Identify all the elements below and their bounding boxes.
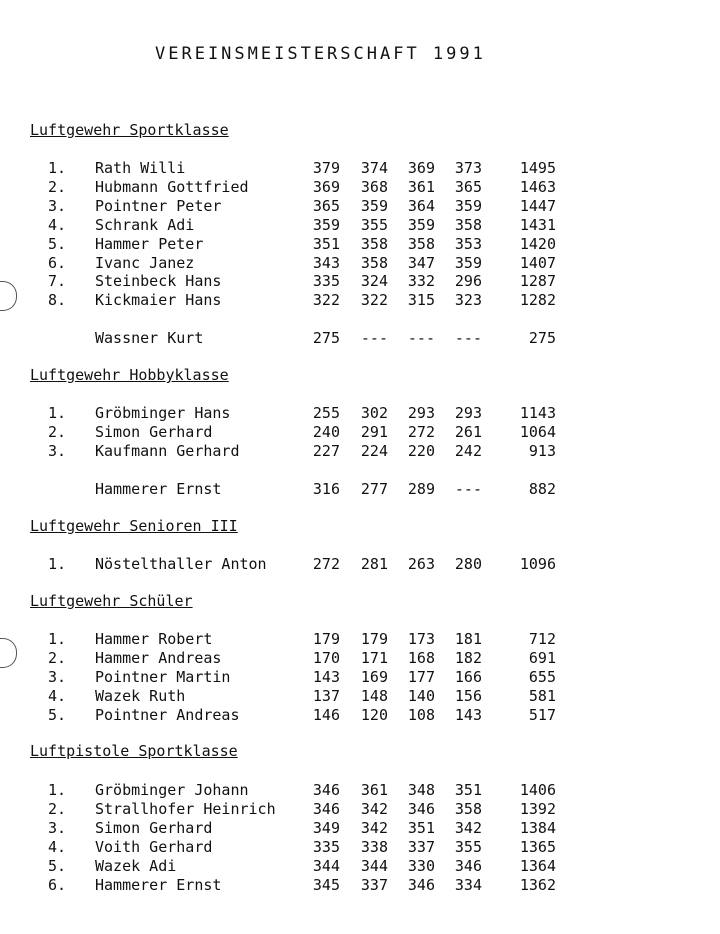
- score-1: 346: [312, 781, 340, 799]
- score-3: 347: [407, 253, 435, 272]
- row-rank: 1.: [48, 555, 67, 573]
- score-1: 143: [312, 667, 340, 686]
- table-row: [0, 442, 720, 461]
- score-1: 275: [312, 329, 340, 347]
- table-row: [0, 423, 720, 442]
- score-2: 302: [360, 404, 388, 422]
- row-rank: 5.: [48, 856, 67, 875]
- score-2: 374: [360, 159, 388, 177]
- score-4: 261: [454, 422, 482, 441]
- score-4: 334: [454, 875, 482, 894]
- row-rank: 7.: [48, 272, 67, 291]
- score-2: 344: [360, 856, 388, 875]
- section-heading: Luftpistole Sportklasse: [30, 742, 238, 760]
- row-name: Hubmann Gottfried: [95, 177, 249, 196]
- score-4: 323: [454, 291, 482, 310]
- score-1: 335: [312, 272, 340, 291]
- score-2: 322: [360, 291, 388, 310]
- row-rank: 2.: [48, 177, 67, 196]
- score-1: 137: [312, 686, 340, 705]
- score-4: 296: [454, 272, 482, 291]
- score-3: 359: [407, 215, 435, 234]
- table-row: [0, 216, 720, 235]
- row-rank: 5.: [48, 705, 67, 724]
- row-name: Kaufmann Gerhard: [95, 441, 240, 460]
- row-name: Pointner Andreas: [95, 705, 240, 724]
- score-2: 368: [360, 177, 388, 196]
- score-4: 242: [454, 441, 482, 460]
- row-total: 1495: [519, 159, 556, 177]
- row-total: 691: [528, 648, 556, 667]
- row-total: 1392: [519, 799, 556, 818]
- score-4: 359: [454, 253, 482, 272]
- score-2: 355: [360, 215, 388, 234]
- row-name: Simon Gerhard: [95, 818, 213, 837]
- row-total: 1365: [519, 837, 556, 856]
- table-row: [0, 329, 720, 348]
- table-row: [0, 272, 720, 291]
- score-1: 179: [312, 630, 340, 648]
- score-4: 156: [454, 686, 482, 705]
- row-name: Simon Gerhard: [95, 422, 213, 441]
- table-row: [0, 838, 720, 857]
- row-total: 1447: [519, 196, 556, 215]
- section-heading: Luftgewehr Schüler: [30, 592, 193, 610]
- score-2: 171: [360, 648, 388, 667]
- row-total: 1282: [519, 291, 556, 310]
- row-total: 1364: [519, 856, 556, 875]
- score-4: 181: [454, 630, 482, 648]
- score-2: 359: [360, 196, 388, 215]
- table-row: [0, 800, 720, 819]
- row-name: Rath Willi: [95, 159, 186, 177]
- row-rank: 4.: [48, 686, 67, 705]
- row-name: Hammerer Ernst: [95, 480, 222, 498]
- score-3: 358: [407, 234, 435, 253]
- score-3: 140: [407, 686, 435, 705]
- table-row: [0, 404, 720, 423]
- score-4: 166: [454, 667, 482, 686]
- score-1: 146: [312, 705, 340, 724]
- table-row: [0, 781, 720, 800]
- score-4: ---: [454, 480, 482, 498]
- table-row: [0, 480, 720, 499]
- score-4: 280: [454, 555, 482, 573]
- score-4: 182: [454, 648, 482, 667]
- row-total: 1463: [519, 177, 556, 196]
- row-name: Strallhofer Heinrich: [95, 799, 276, 818]
- score-2: 342: [360, 799, 388, 818]
- score-3: 315: [407, 291, 435, 310]
- row-total: 882: [528, 480, 556, 498]
- score-2: 120: [360, 705, 388, 724]
- row-name: Hammer Andreas: [95, 648, 222, 667]
- row-name: Pointner Peter: [95, 196, 222, 215]
- score-4: 143: [454, 705, 482, 724]
- row-rank: 1.: [48, 781, 67, 799]
- score-1: 322: [312, 291, 340, 310]
- table-row: [0, 291, 720, 310]
- section-heading: Luftgewehr Senioren III: [30, 517, 238, 535]
- score-3: 293: [407, 404, 435, 422]
- page-title: VEREINSMEISTERSCHAFT 1991: [155, 44, 486, 64]
- row-rank: 6.: [48, 875, 67, 894]
- section-heading: Luftgewehr Sportklasse: [30, 121, 229, 139]
- score-3: 364: [407, 196, 435, 215]
- table-row: [0, 630, 720, 649]
- row-name: Voith Gerhard: [95, 837, 213, 856]
- table-row: [0, 706, 720, 725]
- table-row: [0, 555, 720, 574]
- score-1: 365: [312, 196, 340, 215]
- score-3: 332: [407, 272, 435, 291]
- score-1: 335: [312, 837, 340, 856]
- score-1: 316: [312, 480, 340, 498]
- score-2: 358: [360, 253, 388, 272]
- table-row: [0, 649, 720, 668]
- row-name: Steinbeck Hans: [95, 272, 222, 291]
- row-name: Wazek Adi: [95, 856, 177, 875]
- row-total: 712: [528, 630, 556, 648]
- row-rank: 2.: [48, 799, 67, 818]
- score-4: 365: [454, 177, 482, 196]
- table-row: [0, 254, 720, 273]
- table-row: [0, 178, 720, 197]
- score-2: ---: [360, 329, 388, 347]
- score-4: 346: [454, 856, 482, 875]
- row-total: 1431: [519, 215, 556, 234]
- score-1: 240: [312, 422, 340, 441]
- row-total: 655: [528, 667, 556, 686]
- score-3: 289: [407, 480, 435, 498]
- score-2: 338: [360, 837, 388, 856]
- score-3: 168: [407, 648, 435, 667]
- score-3: 173: [407, 630, 435, 648]
- row-rank: 4.: [48, 837, 67, 856]
- score-3: 351: [407, 818, 435, 837]
- score-2: 179: [360, 630, 388, 648]
- table-row: [0, 159, 720, 178]
- score-2: 361: [360, 781, 388, 799]
- score-3: 220: [407, 441, 435, 460]
- score-4: ---: [454, 329, 482, 347]
- table-row: [0, 876, 720, 895]
- row-rank: 3.: [48, 441, 67, 460]
- row-rank: 1.: [48, 159, 67, 177]
- row-name: Schrank Adi: [95, 215, 195, 234]
- row-name: Hammerer Ernst: [95, 875, 222, 894]
- score-1: 369: [312, 177, 340, 196]
- row-rank: 8.: [48, 291, 67, 310]
- row-name: Kickmaier Hans: [95, 291, 222, 310]
- score-2: 324: [360, 272, 388, 291]
- score-4: 353: [454, 234, 482, 253]
- score-1: 346: [312, 799, 340, 818]
- score-2: 148: [360, 686, 388, 705]
- score-2: 342: [360, 818, 388, 837]
- score-1: 255: [312, 404, 340, 422]
- score-3: 369: [407, 159, 435, 177]
- score-3: 177: [407, 667, 435, 686]
- row-name: Nöstelthaller Anton: [95, 555, 267, 573]
- row-name: Pointner Martin: [95, 667, 231, 686]
- table-row: [0, 819, 720, 838]
- score-2: 281: [360, 555, 388, 573]
- row-name: Wazek Ruth: [95, 686, 186, 705]
- score-1: 343: [312, 253, 340, 272]
- row-total: 1406: [519, 781, 556, 799]
- score-1: 349: [312, 818, 340, 837]
- score-4: 351: [454, 781, 482, 799]
- score-1: 170: [312, 648, 340, 667]
- score-1: 351: [312, 234, 340, 253]
- score-3: 108: [407, 705, 435, 724]
- row-name: Gröbminger Johann: [95, 781, 249, 799]
- table-row: [0, 687, 720, 706]
- score-1: 344: [312, 856, 340, 875]
- row-rank: 5.: [48, 234, 67, 253]
- row-rank: 2.: [48, 422, 67, 441]
- row-total: 913: [528, 441, 556, 460]
- row-name: Wassner Kurt: [95, 329, 204, 347]
- score-1: 345: [312, 875, 340, 894]
- row-total: 1362: [519, 875, 556, 894]
- score-1: 227: [312, 441, 340, 460]
- score-2: 291: [360, 422, 388, 441]
- row-rank: 3.: [48, 196, 67, 215]
- table-row: [0, 235, 720, 254]
- score-4: 355: [454, 837, 482, 856]
- row-rank: 1.: [48, 630, 67, 648]
- score-3: 346: [407, 799, 435, 818]
- row-total: 1064: [519, 422, 556, 441]
- table-row: [0, 857, 720, 876]
- row-name: Ivanc Janez: [95, 253, 195, 272]
- row-total: 1143: [519, 404, 556, 422]
- row-name: Hammer Robert: [95, 630, 213, 648]
- score-2: 224: [360, 441, 388, 460]
- row-name: Gröbminger Hans: [95, 404, 231, 422]
- row-total: 275: [528, 329, 556, 347]
- row-rank: 6.: [48, 253, 67, 272]
- score-3: 346: [407, 875, 435, 894]
- score-1: 379: [312, 159, 340, 177]
- score-4: 358: [454, 215, 482, 234]
- score-3: 337: [407, 837, 435, 856]
- row-name: Hammer Peter: [95, 234, 204, 253]
- score-4: 373: [454, 159, 482, 177]
- score-2: 169: [360, 667, 388, 686]
- score-1: 359: [312, 215, 340, 234]
- score-4: 358: [454, 799, 482, 818]
- score-4: 342: [454, 818, 482, 837]
- score-3: 272: [407, 422, 435, 441]
- score-2: 358: [360, 234, 388, 253]
- table-row: [0, 668, 720, 687]
- score-2: 337: [360, 875, 388, 894]
- row-rank: 4.: [48, 215, 67, 234]
- row-total: 1096: [519, 555, 556, 573]
- section-heading: Luftgewehr Hobbyklasse: [30, 366, 229, 384]
- row-rank: 1.: [48, 404, 67, 422]
- score-4: 359: [454, 196, 482, 215]
- score-3: 361: [407, 177, 435, 196]
- score-3: 330: [407, 856, 435, 875]
- row-total: 1384: [519, 818, 556, 837]
- score-3: ---: [407, 329, 435, 347]
- row-rank: 3.: [48, 818, 67, 837]
- table-row: [0, 197, 720, 216]
- score-4: 293: [454, 404, 482, 422]
- row-rank: 3.: [48, 667, 67, 686]
- score-3: 348: [407, 781, 435, 799]
- score-3: 263: [407, 555, 435, 573]
- row-total: 517: [528, 705, 556, 724]
- row-total: 1287: [519, 272, 556, 291]
- score-2: 277: [360, 480, 388, 498]
- row-total: 1420: [519, 234, 556, 253]
- row-rank: 2.: [48, 648, 67, 667]
- row-total: 581: [528, 686, 556, 705]
- score-1: 272: [312, 555, 340, 573]
- row-total: 1407: [519, 253, 556, 272]
